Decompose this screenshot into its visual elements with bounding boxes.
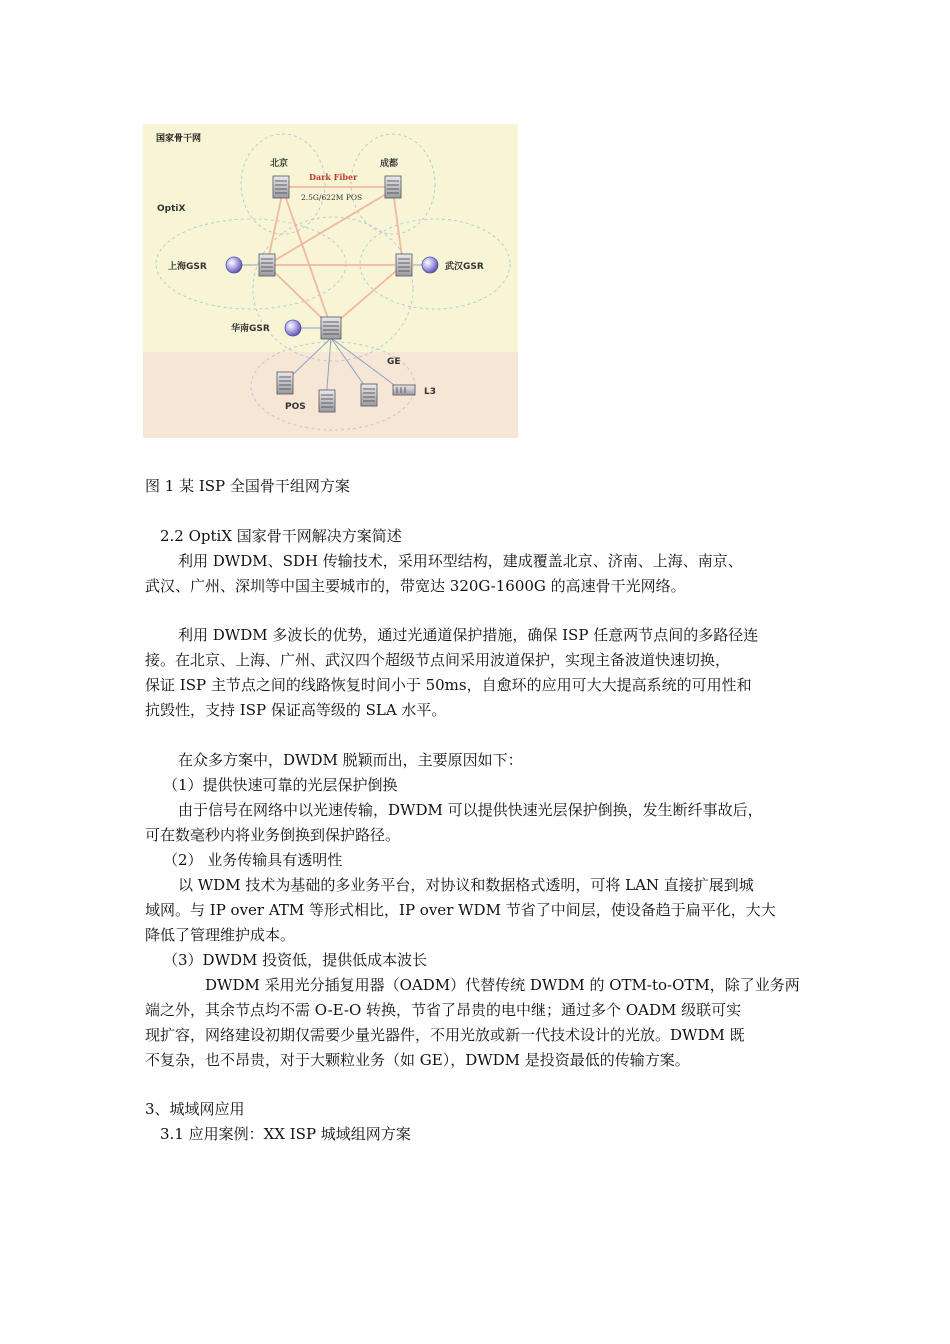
huanan-gsr-node-icon [285,320,301,336]
huanan-router-icon [321,317,341,339]
chengdu-router-icon [385,176,401,198]
paragraph-line: DWDM 采用光分插复用器（OADM）代替传统 DWDM 的 OTM-to-OTM，除了业务两 [205,976,800,994]
paragraph-line: 域网。与 IP over ATM 等形式相比，IP over WDM 节省了中间层，使设备趋于扁平化，大大 [145,901,776,919]
paragraph-3 [145,748,815,773]
paragraph-line: 端之外，其余节点均不需 O-E-O 转换，节省了昂贵的电中继；通过多个 OADM 级联可实 [145,1001,742,1019]
paragraph-line: 抗毁性，支持 ISP 保证高等级的 SLA 水平。 [145,701,447,719]
pos-label: POS [285,402,306,412]
beijing-label: 北京 [270,159,289,169]
figure-caption: 图 1 某 ISP 全国骨干组网方案 [145,477,350,495]
shanghai-gsr-label: 上海GSR [168,262,207,272]
paragraph-line: 降低了管理维护成本。 [145,926,296,944]
section-3-title: 3、城域网应用 [145,1100,245,1118]
wuhan-gsr-label: 武汉GSR [445,262,484,272]
paragraph-2 [145,623,815,723]
shanghai-router-icon [259,254,275,276]
paragraph-line: 以 WDM 技术为基础的多业务平台，对协议和数据格式透明，可将 LAN 直接扩展到城 [178,876,754,894]
paragraph-line: 现扩容，网络建设初期仅需要少量光器件，不用光放或新一代技术设计的光放。DWDM 既 [145,1026,745,1044]
paragraph-line: 保证 ISP 主节点之间的线路恢复时间小于 50ms，自愈环的应用可大大提高系统的可用性和 [145,676,752,694]
section-2-2-title: 2.2 OptiX 国家骨干网解决方案简述 [160,527,402,545]
wuhan-router-icon [396,254,412,276]
item-2-body [145,873,815,948]
paragraph-line: 武汉、广州、深圳等中国主要城市的，带宽达 320G-1600G 的高速骨干光网络。 [145,577,686,595]
paragraph-line: 利用 DWDM 多波长的优势，通过光通道保护措施，确保 ISP 任意两节点间的多路径连 [178,626,759,644]
network-diagram [143,124,518,438]
backbone-label: 国家骨干网 [156,134,202,144]
paragraph-line: 接。在北京、上海、广州、武汉四个超级节点间采用波道保护，实现主备波道快速切换， [145,651,731,669]
ge-label: GE [387,357,401,367]
item-2-title: （2） 业务传输具有透明性 [163,851,343,869]
chengdu-label: 成都 [380,159,399,169]
l3-label: L3 [424,387,436,397]
item-1-body [145,798,815,848]
pos-router-middle-icon [319,390,335,412]
paragraph-line: 在众多方案中，DWDM 脱颖而出，主要原因如下： [178,751,523,769]
paragraph-line: 可在数毫秒内将业务倒换到保护路径。 [145,826,401,844]
paragraph-1 [145,549,815,599]
beijing-router-icon [273,176,289,198]
pos-rate-label: 2.5G/622M POS [301,193,363,202]
huanan-gsr-label: 华南GSR [231,324,270,334]
item-1-title: （1）提供快速可靠的光层保护倒换 [163,776,398,794]
section-3-1-title: 3.1 应用案例：XX ISP 城域组网方案 [160,1125,411,1143]
l3-switch-icon [393,385,415,395]
paragraph-line: 不复杂，也不昂贵，对于大颗粒业务（如 GE），DWDM 是投资最低的传输方案。 [145,1051,690,1069]
paragraph-line: 利用 DWDM、SDH 传输技术，采用环型结构，建成覆盖北京、济南、上海、南京、 [178,552,743,570]
paragraph-line: 由于信号在网络中以光速传输，DWDM 可以提供快速光层保护倒换，发生断纤事故后， [178,801,763,819]
shanghai-gsr-node-icon [226,257,242,273]
item-3-title: （3）DWDM 投资低，提供低成本波长 [163,951,428,969]
optix-label: OptiX [157,204,186,214]
wuhan-gsr-node-icon [422,257,438,273]
dark-fiber-label: Dark Fiber [309,172,358,182]
item-3-body [145,973,815,1073]
pos-router-left-icon [277,372,293,394]
backbone-network-figure [143,124,518,438]
pos-router-right-icon [361,384,377,406]
